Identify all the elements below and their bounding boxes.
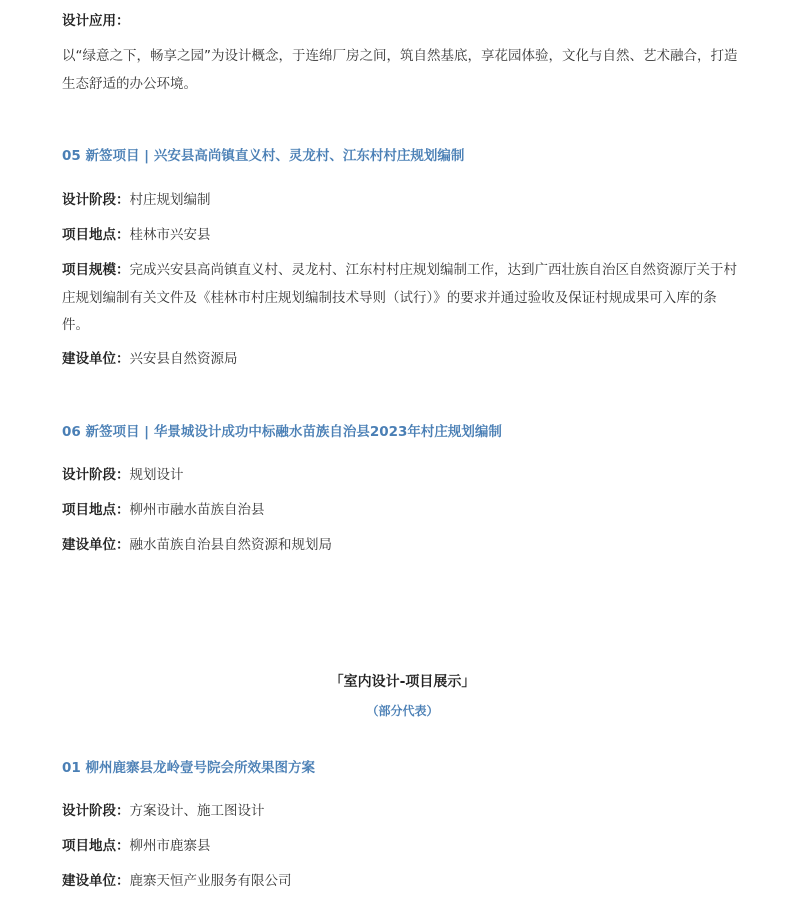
project-01-stage — [62, 798, 742, 825]
project-05-stage — [62, 187, 742, 214]
owner-value: 融水苗族自治县自然资源和规划局 — [129, 537, 332, 553]
design-application-label: 设计应用： — [62, 13, 130, 29]
owner-value: 兴安县自然资源局 — [129, 351, 238, 367]
stage-value: 方案设计、施工图设计 — [129, 803, 265, 819]
interior-section-title: 「室内设计-项目展示」 — [329, 674, 476, 690]
scale-label: 项目规模： — [62, 262, 130, 278]
stage-label: 设计阶段： — [62, 192, 130, 208]
owner-value: 鹿寨天恒产业服务有限公司 — [129, 873, 292, 889]
stage-label: 设计阶段： — [62, 803, 130, 819]
scale-value: 完成兴安县高尚镇直义村、灵龙村、江东村村庄规划编制工作，达到广西壮族自治区自然资源厅关于村庄规划编制有关文件及《桂林市村庄规划编制技术导则（试行）》的要求并通过验收及保证村规成果可入库的条件。 — [62, 262, 737, 333]
location-label: 项目地点： — [62, 838, 130, 854]
project-05-location — [62, 222, 742, 249]
location-label: 项目地点： — [62, 502, 130, 518]
project-06-stage — [62, 462, 742, 489]
stage-value: 村庄规划编制 — [129, 192, 211, 208]
project-05-scale — [62, 257, 742, 340]
location-value: 柳州市鹿寨县 — [129, 838, 211, 854]
location-label: 项目地点： — [62, 227, 130, 243]
owner-label: 建设单位： — [62, 351, 130, 367]
project-06-location — [62, 497, 742, 524]
project-05-heading: 05 新签项目 | 兴安县高尚镇直义村、灵龙村、江东村村庄规划编制 — [62, 148, 465, 164]
location-value: 桂林市兴安县 — [129, 227, 211, 243]
project-06-owner — [62, 532, 742, 559]
stage-label: 设计阶段： — [62, 467, 130, 483]
project-01-location — [62, 833, 742, 860]
project-01-heading: 01 柳州鹿寨县龙岭壹号院会所效果图方案 — [62, 760, 315, 776]
owner-label: 建设单位： — [62, 873, 130, 889]
project-06-heading: 06 新签项目 | 华景城设计成功中标融水苗族自治县2023年村庄规划编制 — [62, 424, 502, 440]
design-application-label-row — [62, 8, 742, 35]
project-05-owner — [62, 346, 742, 373]
location-value: 柳州市融水苗族自治县 — [129, 502, 265, 518]
owner-label: 建设单位： — [62, 537, 130, 553]
interior-section-subtitle: （部分代表） — [366, 704, 439, 718]
stage-value: 规划设计 — [129, 467, 184, 483]
design-application-text: 以“绿意之下，畅享之园”为设计概念，于连绵厂房之间，筑自然基底，享花园体验，文化与自然、艺术融合，打造生态舒适的办公环境。 — [62, 48, 738, 92]
project-01-owner — [62, 868, 742, 895]
